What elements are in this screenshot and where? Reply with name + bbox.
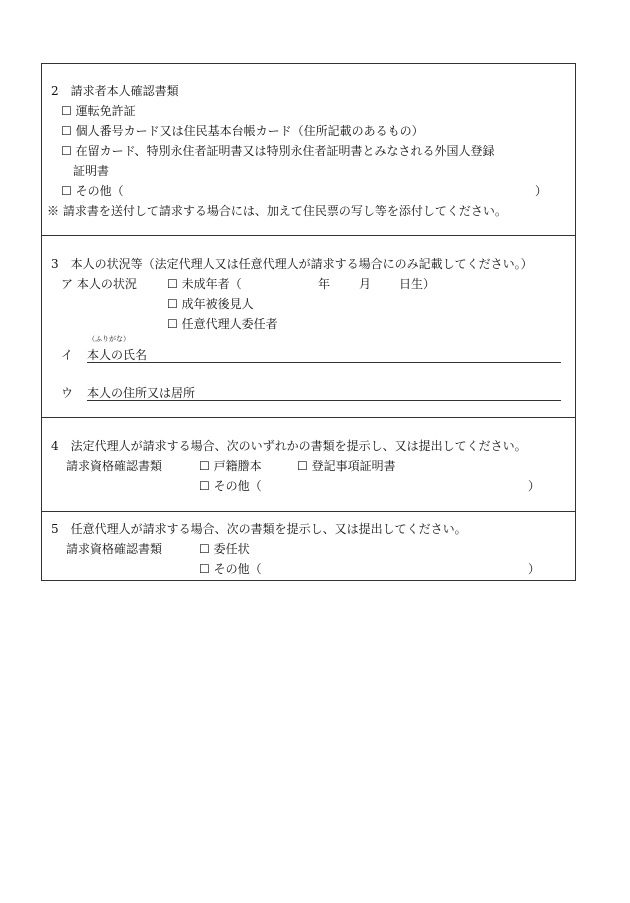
other-doc-close: ） (528, 479, 541, 493)
name-field[interactable] (87, 362, 561, 363)
checkbox-other-doc[interactable]: ☐ その他（ (199, 479, 262, 493)
section-5-heading: 5 任意代理人が請求する場合、次の書類を提示し、又は提出してください。 (51, 522, 467, 536)
residence-card-continued: 証明書 (73, 164, 110, 178)
section-2-note: ※ 請求書を送付して請求する場合には、加えて住民票の写し等を添付してください。 (47, 204, 507, 218)
checkbox-family-register[interactable]: ☐ 戸籍謄本 (199, 459, 262, 473)
birth-day-label: 日生） (399, 277, 436, 291)
other-id-close: ） (535, 184, 548, 198)
checkbox-adult-ward[interactable]: ☐ 成年被後見人 (167, 297, 254, 311)
checkbox-power-of-attorney[interactable]: ☐ 委任状 (199, 542, 250, 556)
section-4-heading: 4 法定代理人が請求する場合、次のいずれかの書類を提示し、又は提出してください。 (51, 439, 527, 453)
address-mark: ウ (61, 386, 74, 400)
name-mark: イ (61, 348, 74, 362)
furigana-label: （ふりがな） (88, 335, 130, 343)
divider (42, 235, 575, 236)
checkbox-residence-card[interactable]: ☐ 在留カード、特別永住者証明書又は特別永住者証明書とみなされる外国人登録 (61, 144, 495, 158)
checkbox-drivers-license[interactable]: ☐ 運転免許証 (61, 104, 136, 118)
checkbox-my-number-card[interactable]: ☐ 個人番号カード又は住民基本台帳カード（住所記載のあるもの） (61, 124, 424, 138)
address-label: 本人の住所又は居所 (87, 386, 196, 400)
doc-label: 請求資格確認書類 (66, 459, 163, 473)
divider (42, 417, 575, 418)
birth-month-label: 月 (359, 277, 372, 291)
checkbox-registry-certificate[interactable]: ☐ 登記事項証明書 (297, 459, 396, 473)
divider (42, 511, 575, 512)
doc-label: 請求資格確認書類 (66, 542, 163, 556)
section-2-heading: 2 請求者本人確認書類 (51, 84, 179, 98)
birth-year-label: 年 (318, 277, 331, 291)
checkbox-other-doc[interactable]: ☐ その他（ (199, 562, 262, 576)
status-label: ア 本人の状況 (61, 277, 137, 291)
name-label: 本人の氏名 (87, 348, 148, 362)
request-form (41, 63, 576, 581)
address-field[interactable] (87, 400, 561, 401)
section-3-heading: 3 本人の状況等（法定代理人又は任意代理人が請求する場合にのみ記載してください。） (51, 257, 533, 271)
other-doc-close: ） (528, 562, 541, 576)
checkbox-other-id[interactable]: ☐ その他（ (61, 184, 124, 198)
checkbox-minor[interactable]: ☐ 未成年者（ (167, 277, 242, 291)
checkbox-principal[interactable]: ☐ 任意代理人委任者 (167, 317, 278, 331)
